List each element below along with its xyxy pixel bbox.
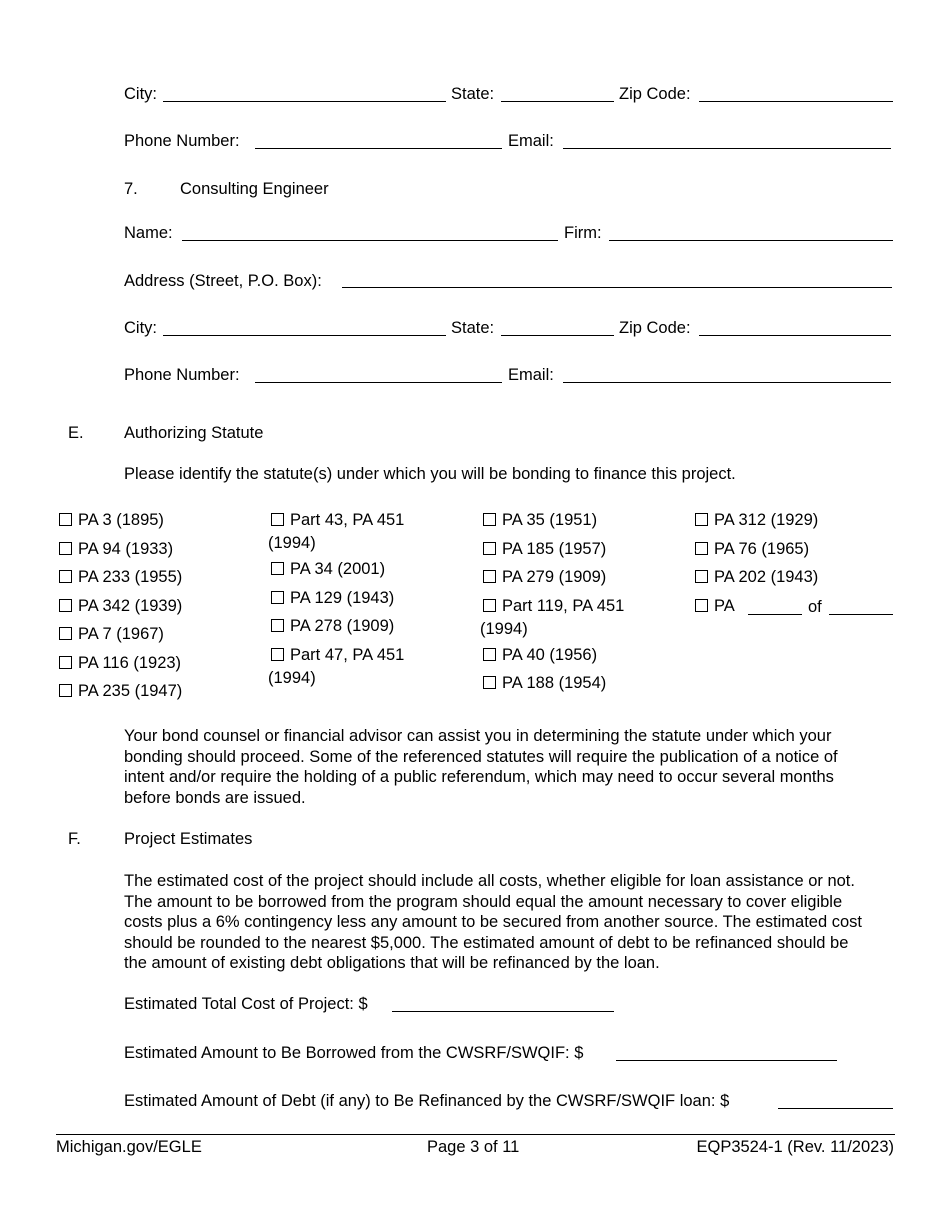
- engineer-zip-label: Zip Code:: [619, 319, 691, 337]
- engineer-address-label: Address (Street, P.O. Box):: [124, 272, 322, 290]
- statute-checkbox-item[interactable]: PA 185 (1957): [483, 538, 606, 561]
- checkbox[interactable]: [695, 542, 708, 555]
- checkbox[interactable]: [271, 619, 284, 632]
- engineer-firm-field[interactable]: [609, 240, 893, 241]
- statute-checkbox-item[interactable]: PA 279 (1909): [483, 566, 606, 589]
- engineer-phone-label: Phone Number:: [124, 366, 240, 384]
- checkbox[interactable]: [483, 570, 496, 583]
- engineer-zip-field[interactable]: [699, 335, 891, 336]
- checkbox[interactable]: [59, 599, 72, 612]
- checkbox[interactable]: [695, 570, 708, 583]
- checkbox[interactable]: [695, 513, 708, 526]
- checkbox[interactable]: [695, 599, 708, 612]
- statute-continuation: (1994): [268, 669, 316, 687]
- checkbox[interactable]: [271, 513, 284, 526]
- checkbox[interactable]: [271, 648, 284, 661]
- checkbox[interactable]: [59, 513, 72, 526]
- other-of-label: of: [808, 598, 822, 616]
- other-pa-year-field[interactable]: [829, 614, 893, 615]
- statute-note-paragraph: Your bond counsel or financial advisor can assist you in determining the statute under which your bonding should proceed. Some of the referenced statutes will require the publication of a notice of intent and/or require the holding of a public referendum, which may need to occur several months before bonds are issued.: [124, 727, 838, 807]
- total-cost-field[interactable]: [392, 1011, 614, 1012]
- engineer-city-field[interactable]: [163, 335, 446, 336]
- statute-checkbox-item[interactable]: PA 202 (1943): [695, 566, 818, 589]
- borrowed-amount-field[interactable]: [616, 1060, 837, 1061]
- footer-website: Michigan.gov/EGLE: [56, 1138, 202, 1156]
- checkbox[interactable]: [59, 627, 72, 640]
- statute-checkbox-item[interactable]: PA 235 (1947): [59, 680, 182, 703]
- statute-checkbox-item[interactable]: PA 76 (1965): [695, 538, 809, 561]
- engineer-email-field[interactable]: [563, 382, 891, 383]
- engineer-firm-label: Firm:: [564, 224, 602, 242]
- statute-checkbox-item[interactable]: PA 129 (1943): [271, 587, 394, 610]
- state-field[interactable]: [501, 101, 614, 102]
- statute-checkbox-item[interactable]: PA 233 (1955): [59, 566, 182, 589]
- project-estimates-paragraph: The estimated cost of the project should include all costs, whether eligible for loan assistance or not. The amount to be borrowed from the program should equal the amount necessary to cover eligible costs plus a 6% contingency less any amount to be secured from another source. The estimated cost should be rounded to the nearest $5,000. The estimated amount of debt to be refinanced should be the amount of existing debt obligations that will be refinanced by the loan.: [124, 872, 863, 973]
- engineer-city-label: City:: [124, 319, 157, 337]
- statute-checkbox-item[interactable]: PA 40 (1956): [483, 644, 597, 667]
- zip-label: Zip Code:: [619, 85, 691, 103]
- city-field[interactable]: [163, 101, 446, 102]
- email-field[interactable]: [563, 148, 891, 149]
- checkbox[interactable]: [271, 562, 284, 575]
- statute-other-item[interactable]: PA: [695, 595, 735, 618]
- statute-checkbox-item[interactable]: PA 312 (1929): [695, 509, 818, 532]
- checkbox[interactable]: [483, 599, 496, 612]
- refinanced-amount-field[interactable]: [778, 1108, 893, 1109]
- checkbox[interactable]: [483, 542, 496, 555]
- footer-form-number: EQP3524-1 (Rev. 11/2023): [696, 1138, 894, 1156]
- statute-checkbox-item[interactable]: PA 7 (1967): [59, 623, 164, 646]
- engineer-email-label: Email:: [508, 366, 554, 384]
- checkbox[interactable]: [271, 591, 284, 604]
- email-label: Email:: [508, 132, 554, 150]
- refinanced-amount-label: Estimated Amount of Debt (if any) to Be Refinanced by the CWSRF/SWQIF loan: $: [124, 1092, 730, 1110]
- checkbox[interactable]: [483, 513, 496, 526]
- state-label: State:: [451, 85, 495, 103]
- section-7-title: Consulting Engineer: [180, 180, 329, 198]
- phone-label: Phone Number:: [124, 132, 240, 150]
- footer-divider: [56, 1134, 895, 1135]
- section-e-letter: E.: [68, 424, 84, 442]
- checkbox[interactable]: [59, 656, 72, 669]
- checkbox[interactable]: [59, 684, 72, 697]
- statute-checkbox-item[interactable]: PA 278 (1909): [271, 615, 394, 638]
- statute-checkbox-item[interactable]: PA 34 (2001): [271, 558, 385, 581]
- engineer-name-label: Name:: [124, 224, 173, 242]
- checkbox[interactable]: [483, 648, 496, 661]
- statute-checkbox-item[interactable]: PA 94 (1933): [59, 538, 173, 561]
- footer-page-number: Page 3 of 11: [427, 1138, 520, 1156]
- section-7-number: 7.: [124, 180, 138, 198]
- engineer-address-field[interactable]: [342, 287, 892, 288]
- statute-checkbox-item[interactable]: Part 47, PA 451: [271, 644, 404, 667]
- borrowed-amount-label: Estimated Amount to Be Borrowed from the CWSRF/SWQIF: $: [124, 1044, 584, 1062]
- statute-checkbox-item[interactable]: PA 342 (1939): [59, 595, 182, 618]
- statute-checkbox-item[interactable]: Part 43, PA 451: [271, 509, 404, 532]
- checkbox[interactable]: [59, 570, 72, 583]
- section-e-title: Authorizing Statute: [124, 424, 264, 442]
- checkbox[interactable]: [483, 676, 496, 689]
- engineer-phone-field[interactable]: [255, 382, 502, 383]
- statute-continuation: (1994): [268, 534, 316, 552]
- engineer-state-field[interactable]: [501, 335, 614, 336]
- phone-field[interactable]: [255, 148, 502, 149]
- statute-checkbox-item[interactable]: PA 116 (1923): [59, 652, 181, 675]
- section-f-letter: F.: [68, 830, 81, 848]
- statute-continuation: (1994): [480, 620, 528, 638]
- section-f-title: Project Estimates: [124, 830, 253, 848]
- other-pa-number-field[interactable]: [748, 614, 802, 615]
- statute-checkbox-item[interactable]: PA 35 (1951): [483, 509, 597, 532]
- total-cost-label: Estimated Total Cost of Project: $: [124, 995, 368, 1013]
- city-label: City:: [124, 85, 157, 103]
- engineer-state-label: State:: [451, 319, 495, 337]
- checkbox[interactable]: [59, 542, 72, 555]
- statute-checkbox-item[interactable]: PA 188 (1954): [483, 672, 606, 695]
- section-e-instruction: Please identify the statute(s) under which you will be bonding to finance this project.: [124, 465, 736, 483]
- statute-checkbox-item[interactable]: Part 119, PA 451: [483, 595, 624, 618]
- statute-checkbox-item[interactable]: PA 3 (1895): [59, 509, 164, 532]
- zip-field[interactable]: [699, 101, 893, 102]
- engineer-name-field[interactable]: [182, 240, 558, 241]
